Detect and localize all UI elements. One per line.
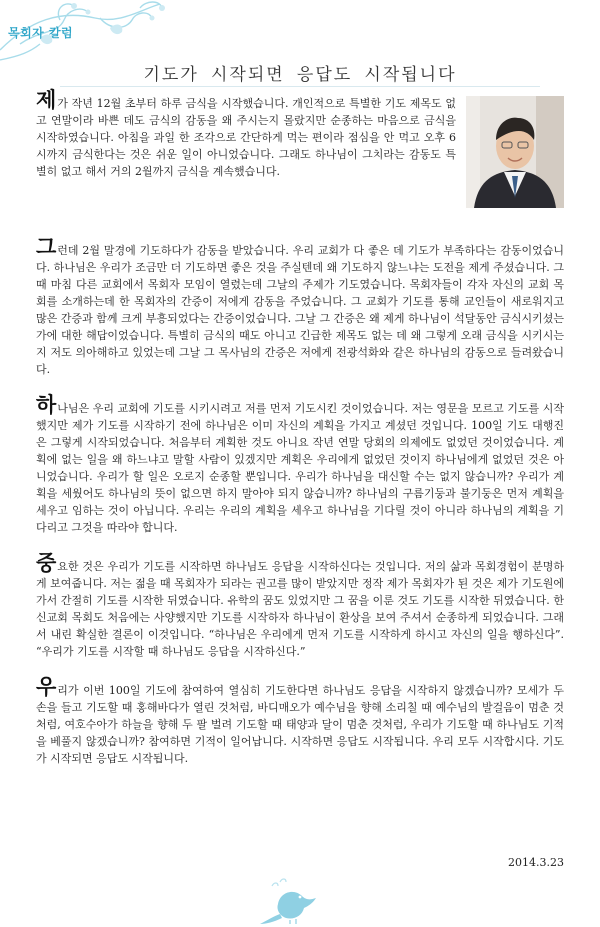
- drop-cap: 제: [36, 88, 57, 112]
- paragraph-text: 리가 이번 100일 기도에 참여하여 열심히 기도한다면 하나님도 응답을 시작하지 않겠습니까? 모세가 두 손을 들고 기도할 때 홍해바다가 열린 것처럼, 바디매오가 예수님을 향해 소리칠 때 예수님의 발걸음이 멈춘 것처럼, 여호수아가 하늘을 향해 두 팔 벌려 기도할 때 태양과 달이 멈춘 것처럼, 우리가 기도할 때 하나님도 기적을 베풀지 않겠습니까? 참여하면 기적이 일어납니다. 시작하면 응답도 시작됩니다. 우리 모두 시작합시다. 기도가 시작되면 응답도 시작됩니다.: [36, 684, 564, 765]
- paragraph-text: 가 작년 12월 초부터 하루 금식을 시작했습니다. 개인적으로 특별한 기도 제목도 없고 연말이라 바쁜 데도 금식의 감동을 왜 주시는지 몰랐지만 순종하는 마음으로 금식을 시작하였습니다. 아침을 과일 한 조각으로 간단하게 먹는 편이라 점심을 안 먹고 오후 6시까지 금식한다는 것은 쉬운 일이 아니었습니다. 그래도 하나님이 그치라는 감동도 특별히 없고 해서 거의 2월까지 금식을 계속했습니다.: [36, 97, 456, 178]
- paragraph-text: 요한 것은 우리가 기도를 시작하면 하나님도 응답을 시작하신다는 것입니다. 저의 삶과 목회경험이 분명하게 보여줍니다. 저는 젊을 때 목회자가 되라는 권고를 많이 받았지만 정작 제가 목회자가 된 것은 제가 기도원에 가서 간절히 기도를 시작한 뒤였습니다. 유학의 꿈도 있었지만 그 꿈을 이룬 것도 기도를 시작한 뒤였습니다. 한신교회 목회도 처음에는 사양했지만 기도를 시작하자 하나님이 환상을 보여 주셔서 순종하게 되었습니다. 그래서 내린 확실한 결론이 이것입니다. “하나님은 우리에게 먼저 기도를 시작하게 하시고 자신의 일을 행하신다”. “우리가 기도를 시작할 때 하나님도 응답을 시작하신다.”: [36, 560, 564, 658]
- page-title: 기도가 시작되면 응답도 시작됩니다: [143, 65, 457, 85]
- paragraph-2: [36, 235, 564, 378]
- title-divider: [60, 86, 540, 87]
- column-tag: 목회자 칼럼: [8, 26, 74, 40]
- paragraph-text: 런데 2월 말경에 기도하다가 감동을 받았습니다. 우리 교회가 다 좋은 데 기도가 부족하다는 감동이었습니다. 하나님은 우리가 조금만 더 기도하면 좋은 것을 주실텐데 왜 기도하지 않느냐는 도전을 제게 주셨습니다. 그때 마침 다른 교회에서 목회자 모임이 열렸는데 그날의 주제가 기도였습니다. 목회자들이 각자 자신의 교회 목회를 소개하는데 한 목회자의 간증이 저에게 감동을 주었습니다. 그 교회가 기도를 통해 교인들이 새로워지고 많은 간증과 함께 크게 부흥되었다는 간증이었습니다. 그날 그 간증은 왜 제게 하나님이 석달동안 금식시키셨는가에 대한 해답이었습니다. 특별히 금식의 때도 아니고 긴급한 제목도 없는 데 왜 그렇게 오래 금식을 시키시는지 저도 의아해하고 있었는데 그날 그 목사님의 간증은 저에게 전광석화와 같은 하나님의 감동으로 들려왔습니다.: [36, 244, 564, 376]
- paragraph-text: 나님은 우리 교회에 기도를 시키시려고 저를 먼저 기도시킨 것이었습니다. 저는 영문을 모르고 기도를 시작했지만 제가 기도를 시작하기 전에 하나님은 이미 자신의 계획을 가지고 계셨던 것입니다. 100일 기도 대행진은 그렇게 시작되었습니다. 처음부터 계획한 것도 아니요 작년 연말 당회의 의제에도 없었던 것이었습니다. 계획에 없는 일을 왜 하느냐고 말할 사람이 있겠지만 계획은 우리에게 없었던 것이지 하나님에게 없었던 것은 아니었습니다. 우리가 할 일은 오로지 순종할 뿐입니다. 우리가 하나님을 대신할 수는 없지 않습니까? 우리가 계획을 세웠어도 하나님의 뜻이 없으면 하지 말아야 되지 않습니까? 하나님의 구름기둥과 불기둥은 먼저 계획을 세우고 임하는 것이 아닙니다. 우리는 우리의 계획을 세우고 하나님을 기다릴 것이 아니라 하나님의 계획을 기다리고 그것을 따라야 합니다.: [36, 402, 564, 534]
- paragraph-4: [36, 551, 564, 660]
- column-date: 2014.3.23: [508, 856, 564, 869]
- bird-icon: [260, 878, 330, 926]
- drop-cap: 중: [36, 551, 57, 575]
- drop-cap: 그: [36, 235, 57, 259]
- article-body: [36, 88, 564, 786]
- author-portrait: [466, 96, 564, 208]
- paragraph-3: [36, 393, 564, 536]
- paragraph-5: [36, 675, 564, 767]
- drop-cap: 우: [36, 675, 57, 699]
- drop-cap: 하: [36, 393, 57, 417]
- paragraph-1: [36, 88, 564, 220]
